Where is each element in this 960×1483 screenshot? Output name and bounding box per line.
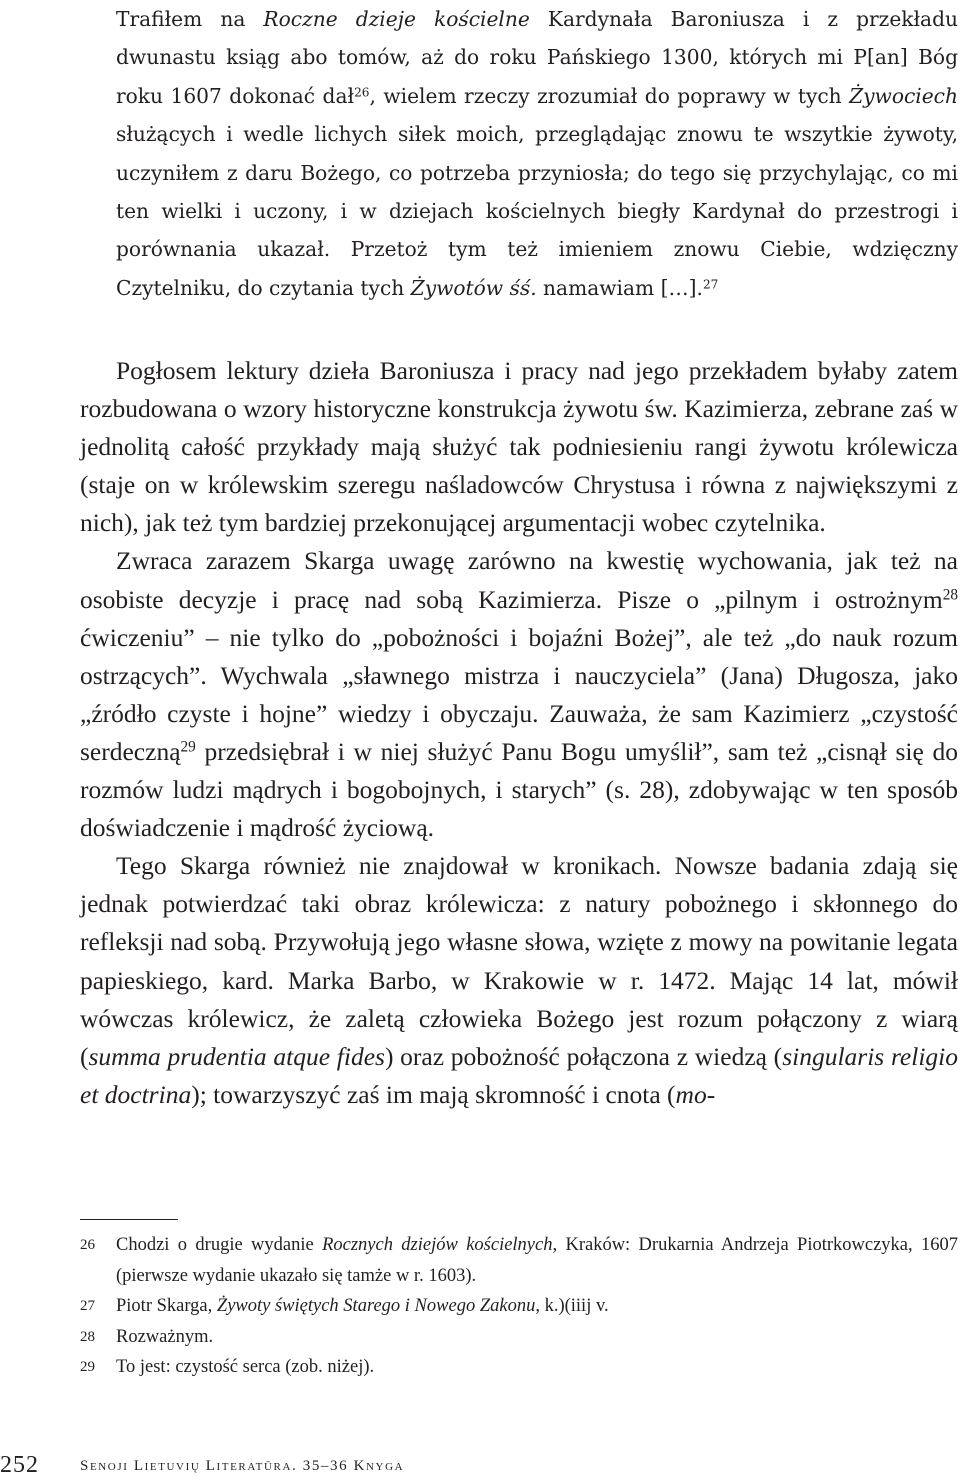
page-number: 252 xyxy=(0,1452,39,1478)
footnote-text: , Kraków: Drukarnia Andrzeja Piotrkowczyka, 1607 (pierwsze wydanie ukazało się tamże w r. 1603). xyxy=(116,1235,958,1286)
footnote-italic-title: Rocznych dziejów kościelnych xyxy=(322,1235,553,1255)
latin-phrase: summa prudentia atque fides xyxy=(88,1041,385,1071)
footnote-number: 29 xyxy=(80,1359,95,1375)
footnote-text: Chodzi o drugie wydanie xyxy=(116,1235,323,1255)
footnote-number: 28 xyxy=(80,1328,95,1345)
paragraph-text: ); towarzyszyć zaś im mają skromność i cnota ( xyxy=(191,1079,676,1109)
footnote-28 xyxy=(80,1322,958,1353)
latin-phrase: mo- xyxy=(675,1079,716,1109)
paragraph-2 xyxy=(80,542,958,847)
running-title: Senoji Lietuvių Literatūra. 35–36 Knyga xyxy=(80,1458,405,1474)
quote-text: namawiam […]. xyxy=(536,275,703,300)
quote-italic-title: Żywotów śś. xyxy=(410,275,537,300)
block-quote xyxy=(116,0,958,307)
footnote-separator xyxy=(80,1219,178,1220)
footnote-number: 27 xyxy=(80,1298,95,1314)
quote-text: , wielem rzeczy zrozumiał do poprawy w tych xyxy=(369,83,850,108)
footnote-29 xyxy=(80,1352,958,1383)
quote-italic-word: Żywociech xyxy=(849,83,958,108)
quote-text: Kardynała Baroniusza i z przekładu dwunastu ksiąg abo tomów, aż do roku Pańskiego 1300, których mi P[an] Bóg roku 1607 dokonać dał xyxy=(116,7,959,108)
paragraph-text: Tego Skarga również nie znajdował w kronikach. Nowsze badania zdają się jednak potwierdzać taki obraz królewicza: z natury pobożnego i skłonnego do refleksji nad sobą. Przywołują jego własne słowa, wzięte z mowy na powitanie legata papieskiego, kard. Marka Barbo, w Krakowie w r. 1472. Mając 14 lat, mówił wówczas królewicz, że zaletą człowieka Bożego jest rozum połączony z wiarą ( xyxy=(80,851,958,1071)
footnote-26 xyxy=(80,1230,958,1291)
footnote-ref-28[interactable]: 28 xyxy=(942,586,958,604)
footnote-27 xyxy=(80,1291,958,1322)
page-footer xyxy=(0,1452,960,1483)
footnote-text: Rozważnym. xyxy=(116,1326,214,1347)
footnote-ref-29[interactable]: 29 xyxy=(180,738,196,756)
paragraph-text: ) oraz pobożność połączona z wiedzą ( xyxy=(384,1041,783,1071)
footnote-italic-title: Żywoty świętych Starego i Nowego Zakonu xyxy=(216,1296,536,1316)
paragraph-text: przedsiębrał i w niej służyć Panu Bogu umyślił”, sam też „cisnął się do rozmów ludzi mądrych i bogobojnych, i starych” (s. 28), zdobywając w ten sposób doświadczenie i mądrość życiową. xyxy=(80,736,958,843)
paragraph-text: ćwiczeniu” – nie tylko do „pobożności i bojaźni Bożej”, ale też „do nauk rozum ostrzących”. Wychwala „sławnego mistrza i nauczyciela” (Jana) Długosza, jako „źródło czyste i hojne” wiedzy i obyczaju. Zauważa, że sam Kazimierz „czystość serdeczną xyxy=(80,622,958,766)
quote-text: służących i wedle lichych siłek moich, przeglądając znowu te wszytkie żywoty, uczyniłem z daru Bożego, co potrzeba przyniosła; do tego się przychylając, co mi ten wielki i uczony, i w dziejach kościelnych biegły Kardynał do przestrogi i porównania ukazał. Przetoż tym też imieniem znowu Ciebie, wdzięczny Czytelniku, do czytania tych xyxy=(116,122,958,300)
footnotes xyxy=(80,1230,958,1383)
footnote-text: , k.)(iiij v. xyxy=(535,1296,609,1316)
quote-text: Trafiłem na xyxy=(116,7,264,31)
footnote-ref-27[interactable]: 27 xyxy=(702,277,719,292)
paragraph-1: Pogłosem lektury dzieła Baroniusza i pracy nad jego przekładem byłaby zatem rozbudowana o wzory historyczne konstrukcja żywotu św. Kazimierza, zebrane zaś w jednolitą całość przykłady mają służyć tak podniesieniu rangi żywotu królewicza (staje on w królewskim szeregu naśladowców Chrystusa i równa z największymi z nich), jak też tym bardziej przekonującej argumentacji wobec czytelnika. xyxy=(80,356,958,538)
latin-phrase: singularis religio et doctrina xyxy=(80,1041,958,1109)
footnote-number: 26 xyxy=(80,1237,95,1253)
paragraph-3 xyxy=(80,847,958,1114)
paragraph-text: Zwraca zarazem Skarga uwagę zarówno na kwestię wychowania, jak też na osobiste decyzje i pracę nad sobą Kazimierza. Pisze o „pilnym i ostrożnym xyxy=(80,546,958,614)
footnote-ref-26[interactable]: 26 xyxy=(354,85,370,100)
body-text xyxy=(80,352,958,1114)
footnote-text: To jest: czystość serca (zob. niżej). xyxy=(116,1357,375,1377)
footnote-text: Piotr Skarga, xyxy=(116,1296,217,1316)
quote-italic-title: Roczne dzieje kościelne xyxy=(263,7,530,31)
quote-paragraph xyxy=(116,0,958,307)
